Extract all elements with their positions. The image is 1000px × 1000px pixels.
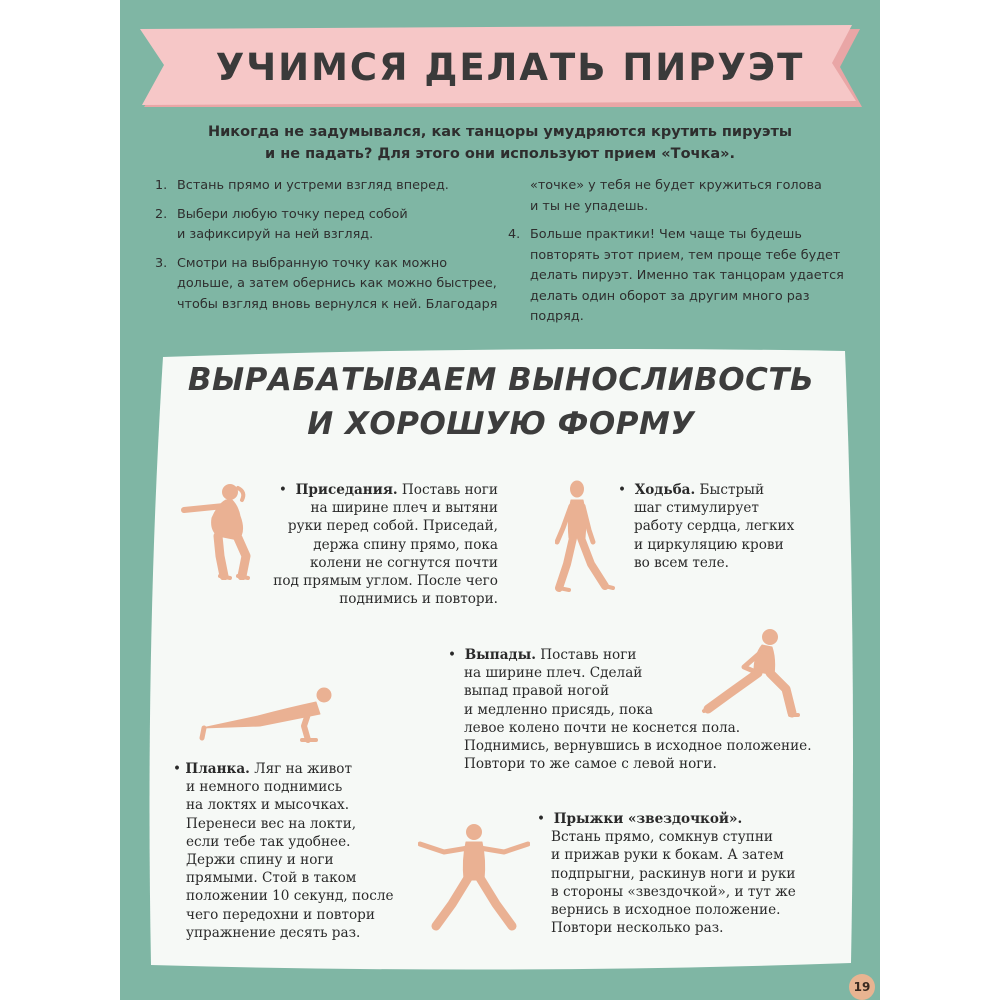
exercise-plank — [173, 760, 413, 942]
section-title: И ХОРОШУЮ ФОРМУ — [307, 406, 695, 442]
exercise-name: Планка. — [185, 761, 250, 777]
bullet: • — [173, 761, 182, 777]
steps-column-right — [508, 176, 853, 336]
step-text: «точке» у тебя не будет кружиться голова — [530, 178, 822, 193]
step-text: Смотри на выбранную точку как можно — [177, 255, 448, 271]
walking-figure-icon — [555, 478, 615, 596]
exercise-line — [448, 646, 828, 664]
plank-figure-icon — [198, 686, 338, 746]
exercise-text: Поставь ноги — [397, 482, 498, 498]
exercise-text: на ширине плеч. Сделай — [464, 665, 643, 682]
step-text: дольше, а затем обернись как можно быстрее, — [177, 276, 497, 291]
bullet: • — [278, 482, 287, 498]
exercise-text: Держи спину и ноги — [186, 852, 334, 869]
exercise-text: прямыми. Стой в таком — [186, 870, 357, 887]
step-text: подряд. — [530, 309, 584, 324]
exercise-line — [240, 481, 498, 499]
exercise-text: упражнение десять раз. — [186, 924, 361, 941]
step-text: и ты не упадешь. — [530, 198, 649, 214]
exercise-text: под прямым углом. После чего — [273, 573, 498, 590]
exercise-line — [618, 481, 808, 499]
step-number: 3. — [155, 255, 168, 271]
page-title: УЧИМСЯ ДЕЛАТЬ ПИРУЭТ — [215, 46, 805, 89]
exercise-text: в стороны «звездочкой», и тут же — [551, 883, 796, 900]
exercise-text: Встань прямо, сомкнув ступни — [551, 829, 773, 846]
step-text: Встань прямо и устреми взгляд вперед. — [177, 178, 449, 193]
exercise-text: держа спину прямо, пока — [313, 536, 498, 553]
step-number: 4. — [508, 227, 521, 242]
exercise-text: на локтях и мысочках. — [186, 797, 350, 814]
exercise-line — [173, 760, 413, 778]
step-text: Больше практики! Чем чаще ты будешь — [530, 227, 802, 242]
exercise-text: колени не согнутся почти — [309, 554, 498, 571]
exercise-text: положении 10 секунд, после — [186, 888, 394, 905]
exercise-text: поднимись и повтори. — [339, 591, 498, 608]
exercise-text: чего передохни и повтори — [186, 906, 375, 923]
section-title: ВЫРАБАТЫВАЕМ ВЫНОСЛИВОСТЬ — [187, 362, 815, 398]
step-number: 2. — [155, 206, 168, 222]
exercise-name: Выпады. — [464, 647, 536, 663]
exercise-text: и немного поднимись — [186, 779, 343, 796]
exercise-text: Быстрый — [695, 482, 765, 498]
exercise-name: Приседания. — [295, 482, 398, 498]
exercise-name: Прыжки «звездочкой». — [553, 811, 743, 827]
step-text: повторять этот прием, тем проще тебе будет — [530, 247, 841, 263]
exercise-text: руки перед собой. Приседай, — [287, 518, 498, 535]
bullet: • — [537, 811, 546, 827]
intro-line: Никогда не задумывался, как танцоры умудряются крутить пируэты — [207, 124, 793, 140]
step-number: 1. — [155, 178, 168, 193]
page-number: 19 — [849, 974, 875, 1000]
step-text: чтобы взгляд вновь вернулся к ней. Благодаря — [177, 296, 498, 312]
exercise-text: и циркуляцию крови — [634, 536, 784, 553]
intro-line: и не падать? Для этого они используют прием «Точка». — [265, 146, 735, 162]
exercise-text: на ширине плеч и вытяни — [310, 500, 498, 517]
intro-text — [200, 121, 800, 165]
exercise-text: если тебе так удобнее. — [186, 833, 351, 850]
exercise-star-jumps — [537, 810, 827, 937]
exercise-text: Поставь ноги — [535, 647, 637, 663]
step-continuation — [508, 176, 853, 217]
step-item — [508, 225, 853, 328]
step-text: Выбери любую точку перед собой — [177, 206, 408, 222]
exercise-text: подпрыгни, раскинув ноги и руки — [551, 865, 796, 882]
exercise-line — [537, 810, 827, 828]
exercise-text: левое колено почти не коснется пола. — [464, 719, 741, 736]
steps-column-left — [155, 176, 498, 323]
exercise-text: работу сердца, легких — [634, 518, 795, 535]
exercise-text: Ляг на живот — [249, 761, 352, 777]
step-item — [155, 254, 498, 316]
exercise-squats — [240, 481, 498, 608]
bullet: • — [448, 647, 457, 663]
exercise-lunges — [448, 646, 828, 773]
exercise-text: во всем теле. — [634, 554, 729, 571]
exercise-text: и прижав руки к бокам. А затем — [551, 847, 784, 864]
exercise-text: Повтори несколько раз. — [551, 920, 724, 937]
star-jump-figure-icon — [418, 820, 530, 932]
step-item — [155, 205, 495, 246]
bullet: • — [618, 482, 627, 498]
exercise-text: Перенеси вес на локти, — [186, 815, 357, 832]
step-text: и зафиксируй на ней взгляд. — [177, 227, 374, 242]
step-item — [155, 176, 495, 197]
step-text: делать один оборот за другим много раз — [530, 288, 810, 304]
exercise-text: выпад правой ногой — [464, 683, 610, 700]
exercise-text: Поднимись, вернувшись в исходное положение. — [464, 738, 812, 755]
exercise-text: вернись в исходное положение. — [551, 902, 781, 919]
exercise-walking — [618, 481, 808, 572]
exercise-text: и медленно присядь, пока — [464, 701, 653, 718]
step-text: делать пируэт. Именно так танцорам удается — [530, 268, 844, 283]
exercise-name: Ходьба. — [634, 482, 696, 498]
title-banner — [140, 25, 862, 110]
exercise-text: шаг стимулирует — [634, 500, 759, 517]
exercise-text: Повтори то же самое с левой ноги. — [464, 756, 717, 773]
